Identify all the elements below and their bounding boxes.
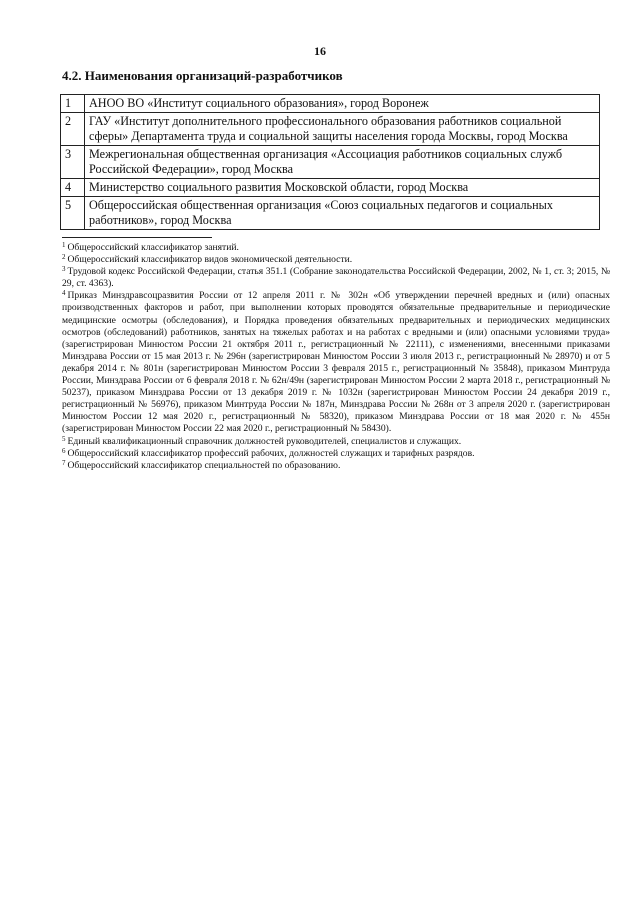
organization-name: АНОО ВО «Институт социального образования», город Воронеж bbox=[85, 95, 600, 113]
organization-name: ГАУ «Институт дополнительного профессионального образования работников социальной сферы» Департамента труда и социальной защиты населения города Москвы, город Москва bbox=[85, 113, 600, 146]
footnote-divider bbox=[62, 237, 212, 238]
organizations-table bbox=[60, 94, 600, 230]
page-number: 16 bbox=[314, 44, 326, 58]
footnote-text: Приказ Минздравсоцразвития России от 12 апреля 2011 г. № 302н «Об утверждении перечней вредных и (или) опасных производственных факторов и работ, при выполнении которых проводятся обязательные предварительные и периодические медицинские осмотры (обследования), и Порядка проведения обязательных предварительных и периодических медицинских осмотров (обследований) работников, занятых на тяжелых работах и на работах с вредными и (или) опасными условиями труда» (зарегистрирован Минюстом России 21 октября 2011 г., регистрационный № 22111), с изменениями, внесенными приказами Минздрава России от 15 мая 2013 г. № 296н (зарегистрирован Минюстом России 3 июля 2013 г., регистрационный № 28970) и от 5 декабря 2014 г. № 801н (зарегистрирован Минюстом России 3 февраля 2015 г., регистрационный № 35848), приказом Минтруда России, Минздрава России от 6 февраля 2018 г. № 62н/49н (зарегистрирован Минюстом России 2 марта 2018 г., регистрационный № 50237), приказом Минздрава России от 13 декабря 2019 г. № 1032н (зарегистрирован Минюстом России 24 декабря 2019 г., регистрационный № 56976), приказом Минтруда России № 187н, Минздрава России № 268н от 3 апреля 2020 г. (зарегистрирован Минюстом России 12 мая 2020 г., регистрационный № 58320), приказом Минздрава России от 18 мая 2020 г. № 455н (зарегистрирован Минюстом России 22 мая 2020 г., регистрационный № 58430). bbox=[62, 290, 610, 435]
organization-name: Министерство социального развития Московской области, город Москва bbox=[85, 179, 600, 197]
footnote-text: Общероссийский классификатор профессий рабочих, должностей служащих и тарифных разрядов. bbox=[67, 447, 475, 459]
footnotes bbox=[62, 242, 610, 472]
table-row bbox=[61, 95, 600, 113]
row-number: 5 bbox=[61, 197, 85, 230]
table-row bbox=[61, 197, 600, 230]
footnote-text: Общероссийский классификатор специальностей по образованию. bbox=[67, 459, 341, 471]
footnote bbox=[62, 254, 610, 266]
footnote-text: Единый квалификационный справочник должностей руководителей, специалистов и служащих. bbox=[67, 435, 462, 447]
footnote-text: Общероссийский классификатор видов экономической деятельности. bbox=[67, 254, 353, 266]
footnote-number: 3 bbox=[62, 265, 66, 274]
footnote bbox=[62, 460, 610, 472]
row-number: 3 bbox=[61, 146, 85, 179]
footnote bbox=[62, 266, 610, 290]
footnote-number: 6 bbox=[62, 446, 66, 455]
footnote-number: 5 bbox=[62, 434, 66, 443]
footnote-number: 4 bbox=[62, 289, 66, 298]
table-row bbox=[61, 113, 600, 146]
organization-name: Межрегиональная общественная организация «Ассоциация работников социальных служб Российской Федерации», город Москва bbox=[85, 146, 600, 179]
row-number: 2 bbox=[61, 113, 85, 146]
footnote-text: Трудовой кодекс Российской Федерации, статья 351.1 (Собрание законодательства Российской Федерации, 2002, № 1, ст. 3; 2015, № 29, ст. 4363). bbox=[62, 266, 610, 290]
footnote bbox=[62, 242, 610, 254]
table-row bbox=[61, 146, 600, 179]
section-heading: 4.2. Наименования организаций-разработчиков bbox=[62, 68, 343, 83]
footnote bbox=[62, 448, 610, 460]
footnote-number: 7 bbox=[62, 458, 66, 467]
footnote-text: Общероссийский классификатор занятий. bbox=[67, 242, 239, 253]
footnote-number: 2 bbox=[62, 253, 66, 262]
row-number: 1 bbox=[61, 95, 85, 113]
footnote bbox=[62, 436, 610, 448]
table-row bbox=[61, 179, 600, 197]
organization-name: Общероссийская общественная организация «Союз социальных педагогов и социальных работников», город Москва bbox=[85, 197, 600, 230]
footnote bbox=[62, 290, 610, 435]
footnote-number: 1 bbox=[62, 241, 66, 249]
row-number: 4 bbox=[61, 179, 85, 197]
